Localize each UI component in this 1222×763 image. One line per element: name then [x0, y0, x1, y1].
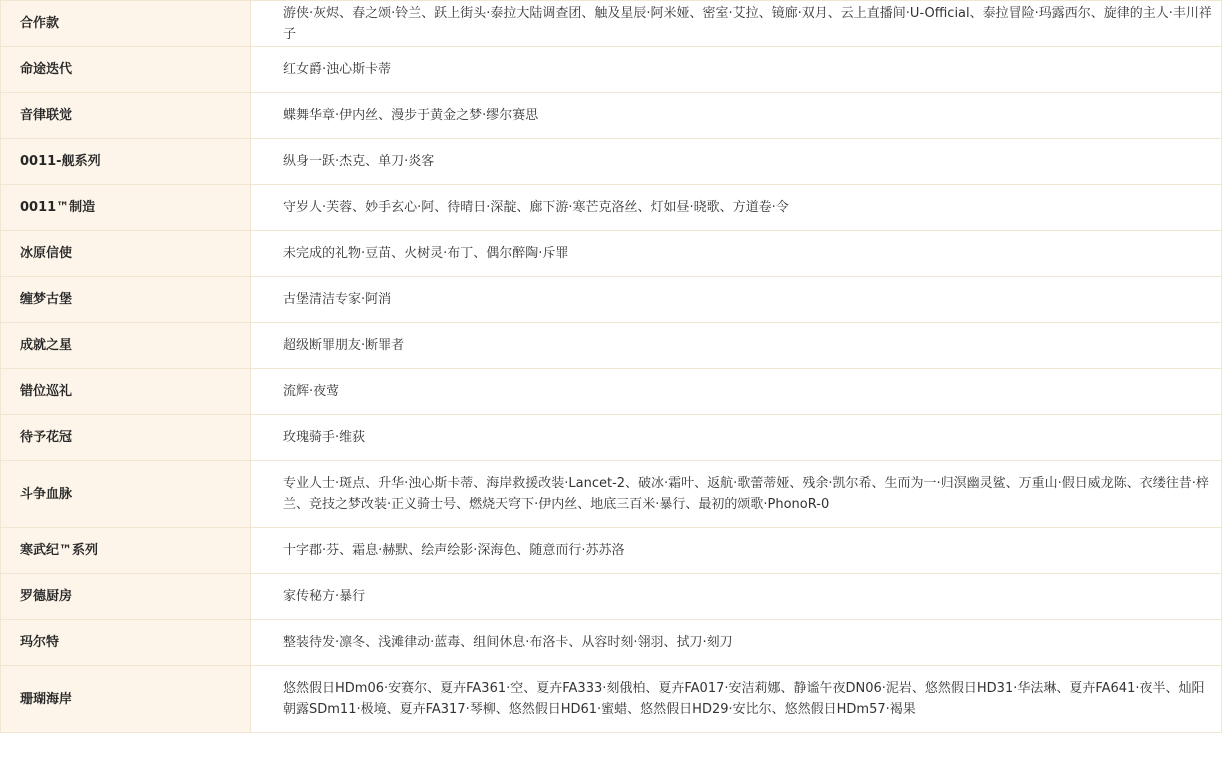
table-row — [1, 231, 1222, 277]
series-name: 合作款 — [1, 1, 251, 47]
series-skins: 十字郡·芬、霜息·赫默、绘声绘影·深海色、随意而行·苏苏洛 — [251, 528, 1222, 574]
series-skins: 专业人士·斑点、升华·浊心斯卡蒂、海岸救援改装·Lancet-2、破冰·霜叶、返航·歌蕾蒂娅、残余·凯尔希、生而为一·归溟幽灵鲨、万重山·假日威龙陈、衣缕往昔·梓兰、竞技之梦改装·正义骑士号、燃烧天穹下·伊内丝、地底三百米·暴行、最初的颂歌·PhonoR-0 — [251, 461, 1222, 528]
series-skins: 红女爵·浊心斯卡蒂 — [251, 47, 1222, 93]
series-name: 音律联觉 — [1, 93, 251, 139]
series-name: 成就之星 — [1, 323, 251, 369]
series-skins: 纵身一跃·杰克、单刀·炎客 — [251, 139, 1222, 185]
series-skins: 蝶舞华章·伊内丝、漫步于黄金之梦·缪尔赛思 — [251, 93, 1222, 139]
table-row — [1, 666, 1222, 733]
series-name: 缠梦古堡 — [1, 277, 251, 323]
table-row — [1, 323, 1222, 369]
series-name: 0011-舰系列 — [1, 139, 251, 185]
table-row — [1, 277, 1222, 323]
series-skins: 超级断罪朋友·断罪者 — [251, 323, 1222, 369]
table-row — [1, 461, 1222, 528]
table-row — [1, 1, 1222, 47]
series-name: 玛尔特 — [1, 620, 251, 666]
table-row — [1, 415, 1222, 461]
series-name: 寒武纪™系列 — [1, 528, 251, 574]
series-skins: 守岁人·芙蓉、妙手玄心·阿、待晴日·深靛、廊下游·寒芒克洛丝、灯如昼·晓歌、方道卷·令 — [251, 185, 1222, 231]
series-name: 命途迭代 — [1, 47, 251, 93]
series-skins: 家传秘方·暴行 — [251, 574, 1222, 620]
table-row — [1, 528, 1222, 574]
table-row — [1, 185, 1222, 231]
series-name: 珊瑚海岸 — [1, 666, 251, 733]
series-skins: 玫瑰骑手·维荻 — [251, 415, 1222, 461]
series-name: 错位巡礼 — [1, 369, 251, 415]
table-row — [1, 620, 1222, 666]
series-skins: 未完成的礼物·豆苗、火树灵·布丁、偶尔醉陶·斥罪 — [251, 231, 1222, 277]
series-skins: 整装待发·凛冬、浅滩律动·蓝毒、组间休息·布洛卡、从容时刻·翎羽、拭刀·刻刀 — [251, 620, 1222, 666]
series-skins: 流辉·夜莺 — [251, 369, 1222, 415]
series-skins: 古堡清洁专家·阿消 — [251, 277, 1222, 323]
table-row — [1, 574, 1222, 620]
series-name: 斗争血脉 — [1, 461, 251, 528]
series-name: 罗德厨房 — [1, 574, 251, 620]
series-name: 冰原信使 — [1, 231, 251, 277]
table-row — [1, 139, 1222, 185]
series-name: 待予花冠 — [1, 415, 251, 461]
series-skins: 游侠·灰烬、春之颂·铃兰、跃上街头·泰拉大陆调查团、触及星辰·阿米娅、密室·艾拉、镜廊·双月、云上直播间·U-Official、泰拉冒险·玛露西尔、旋律的主人·丰川祥子 — [251, 1, 1222, 47]
table-row — [1, 47, 1222, 93]
table-row — [1, 93, 1222, 139]
series-name: 0011™制造 — [1, 185, 251, 231]
table-row — [1, 369, 1222, 415]
series-skins: 悠然假日HDm06·安赛尔、夏卉FA361·空、夏卉FA333·刻俄柏、夏卉FA017·安洁莉娜、静谧午夜DN06·泥岩、悠然假日HD31·华法琳、夏卉FA641·夜半、灿阳朝露SDm11·极境、夏卉FA317·琴柳、悠然假日HD61·蜜蜡、悠然假日HD29·安比尔、悠然假日HDm57·褐果 — [251, 666, 1222, 733]
